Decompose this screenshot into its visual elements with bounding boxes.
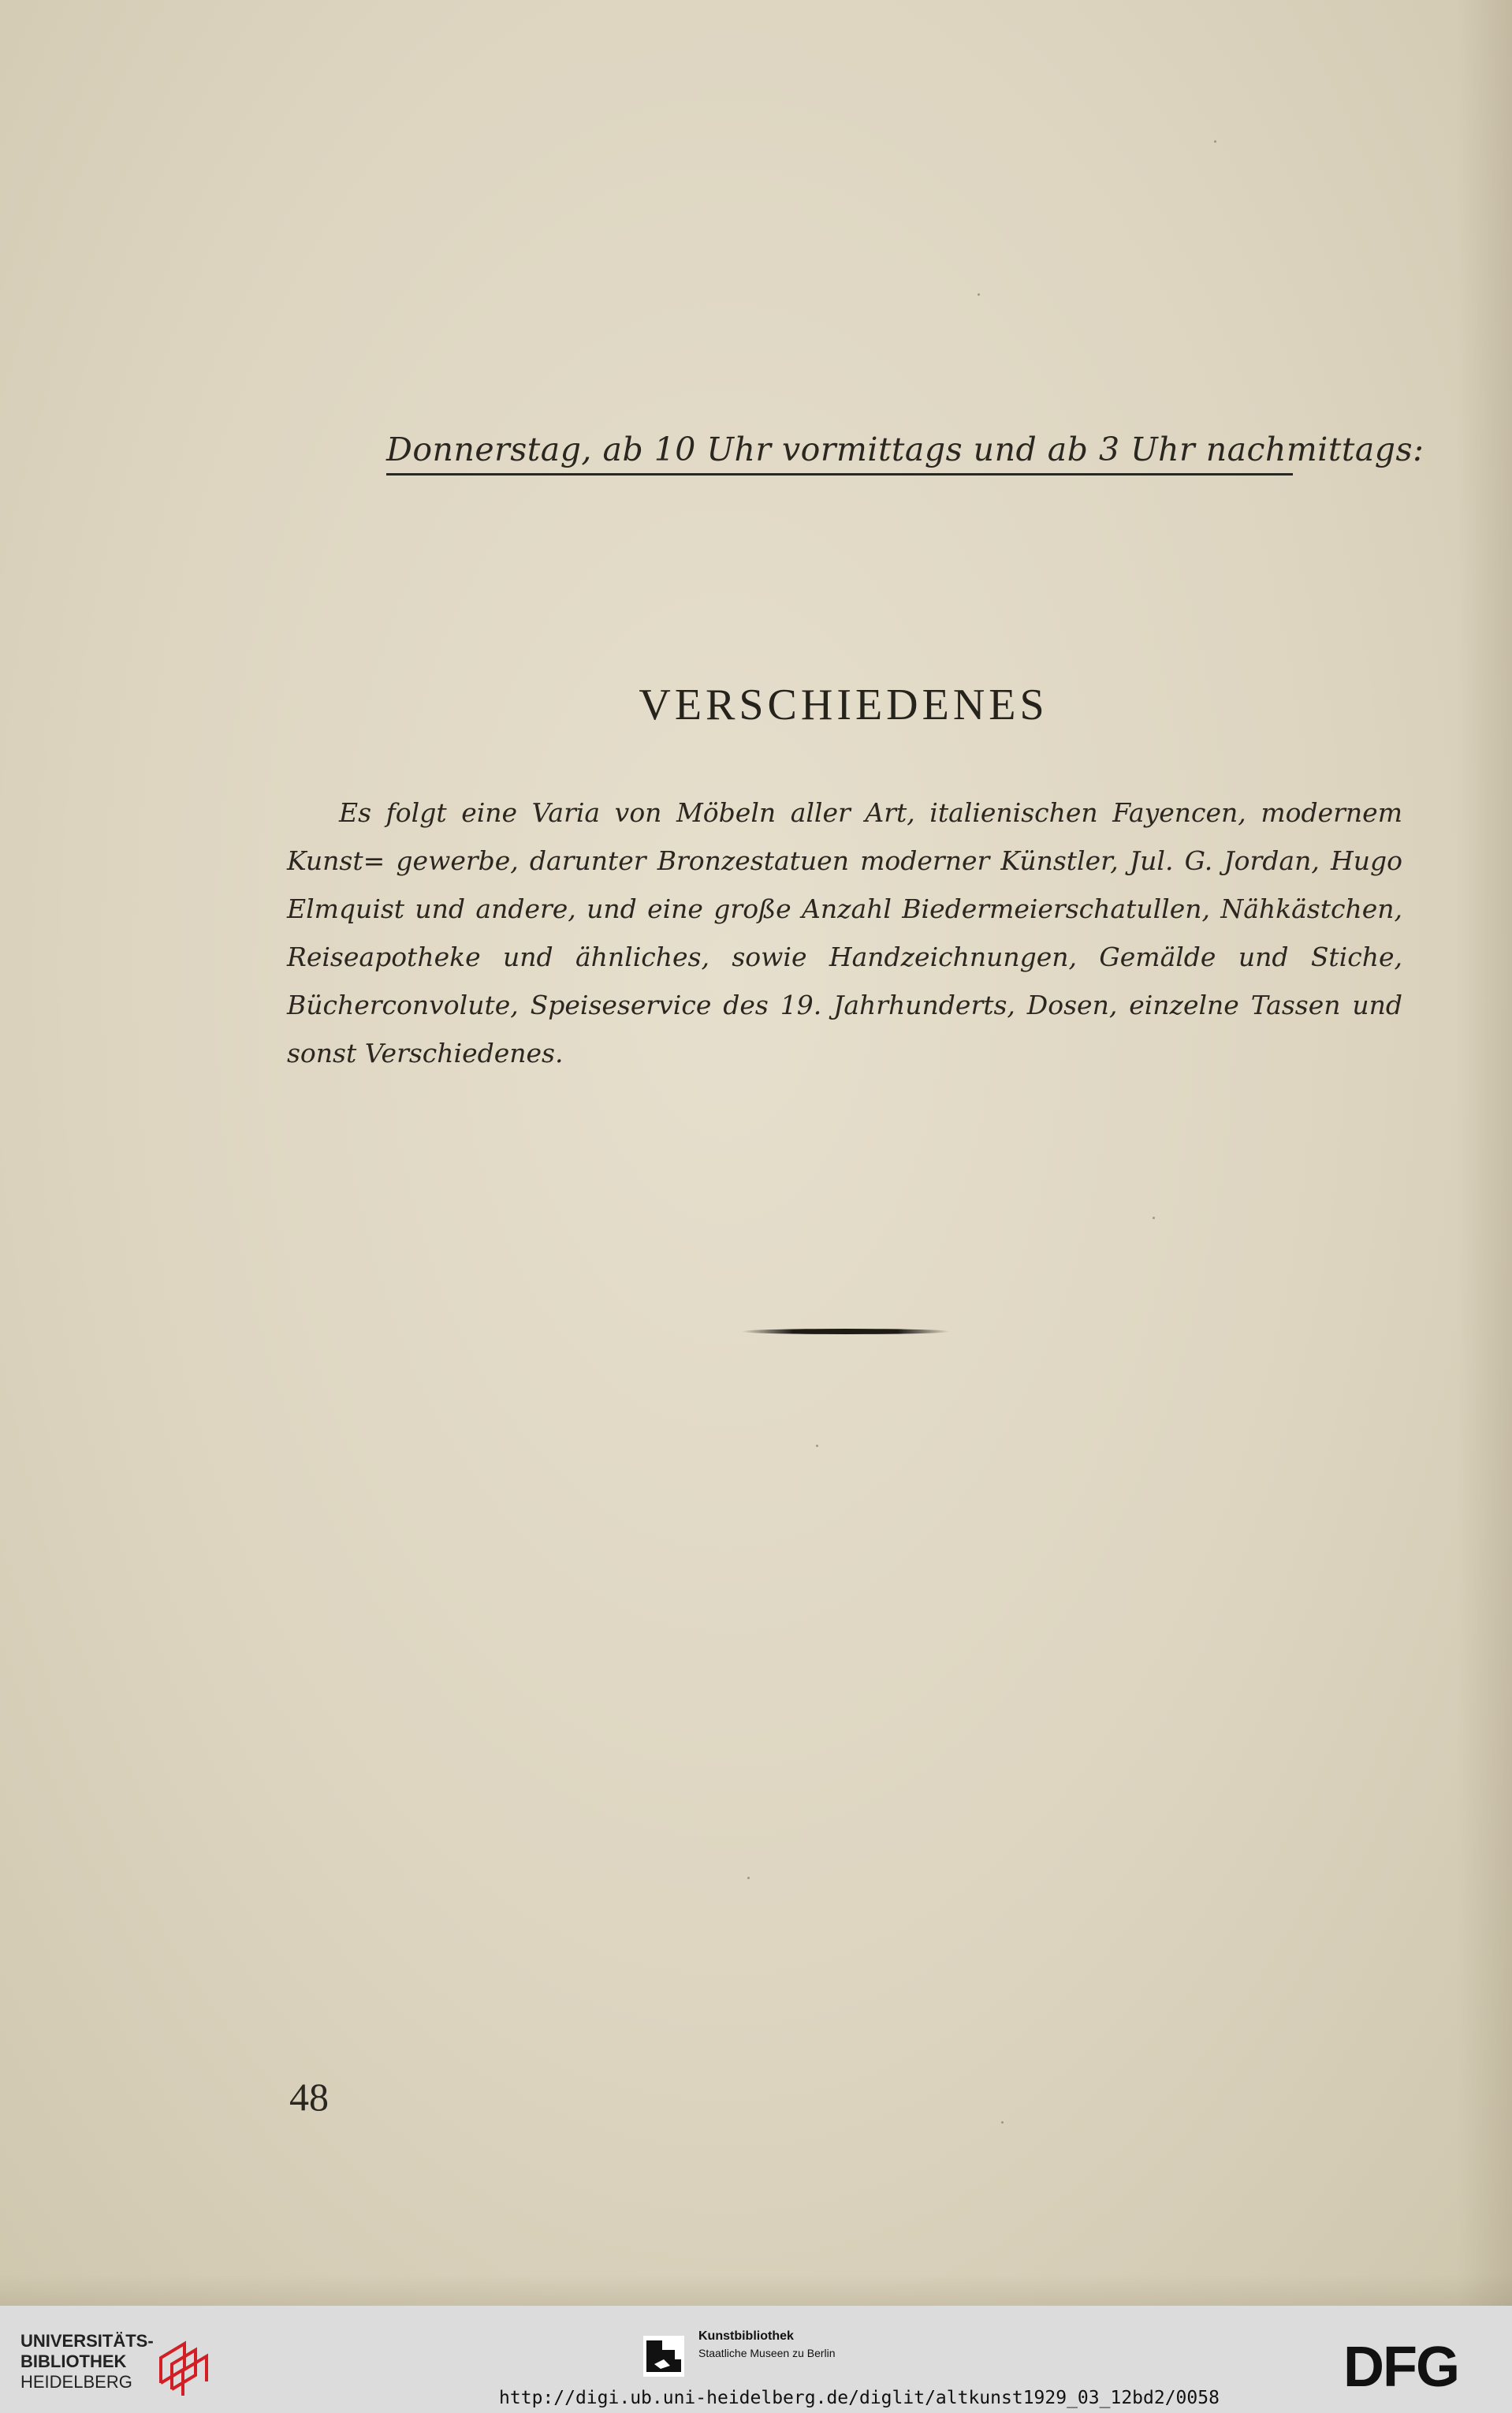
paper-speck <box>978 293 980 296</box>
paper-speck <box>747 1877 750 1879</box>
page-edge-shadow <box>1457 0 1512 2306</box>
kunstbibliothek-subtitle: Staatliche Museen zu Berlin <box>698 2347 836 2359</box>
paper-speck <box>1001 2121 1004 2124</box>
body-paragraph: Es folgt eine Varia von Möbeln aller Art, italienischen Fayencen, modernem Kunst= gewerbe, darunter Bronzestatuen moderner Künstler, Jul. G. Jordan, Hugo Elmquist und andere, und eine große Anzahl Biedermeierschatullen, Nähkästchen, Reiseapotheke und ähnliches, sowie Handzeichnungen, Gemälde und Stiche, Bücherconvolute, Speiseservice des 19. Jahrhunderts, Dosen, einzelne Tassen und sonst Verschiedenes. <box>287 797 1402 1069</box>
viewer-footer <box>0 2306 1512 2413</box>
paper-speck <box>1214 140 1216 143</box>
heading-underline <box>386 473 1293 476</box>
university-logo-line3: HEIDELBERG <box>20 2372 132 2392</box>
permalink-url[interactable]: http://digi.ub.uni-heidelberg.de/diglit/altkunst1929_03_12bd2/0058 <box>499 2388 1220 2408</box>
paper-speck <box>1153 1217 1155 1219</box>
eagle-icon <box>643 2336 684 2377</box>
university-logo-line2: BIBLIOTHEK <box>20 2351 127 2371</box>
schedule-heading: Donnerstag, ab 10 Uhr vormittags und ab 3 Uhr nachmittags: <box>386 431 1424 468</box>
page-bottom-shadow <box>0 2274 1512 2306</box>
university-logo-line1: UNIVERSITÄTS- <box>20 2331 154 2351</box>
dfg-logo-text: DFG <box>1343 2340 1458 2392</box>
page-number: 48 <box>289 2075 329 2119</box>
paper-speck <box>816 1445 818 1447</box>
section-title: VERSCHIEDENES <box>639 681 1048 729</box>
dfg-logo[interactable] <box>1343 2340 1493 2392</box>
kunstbibliothek-logo[interactable] <box>643 2329 896 2377</box>
university-logo-text <box>20 2331 154 2392</box>
ornamental-divider <box>741 1329 950 1334</box>
kunstbibliothek-name: Kunstbibliothek <box>698 2329 794 2343</box>
